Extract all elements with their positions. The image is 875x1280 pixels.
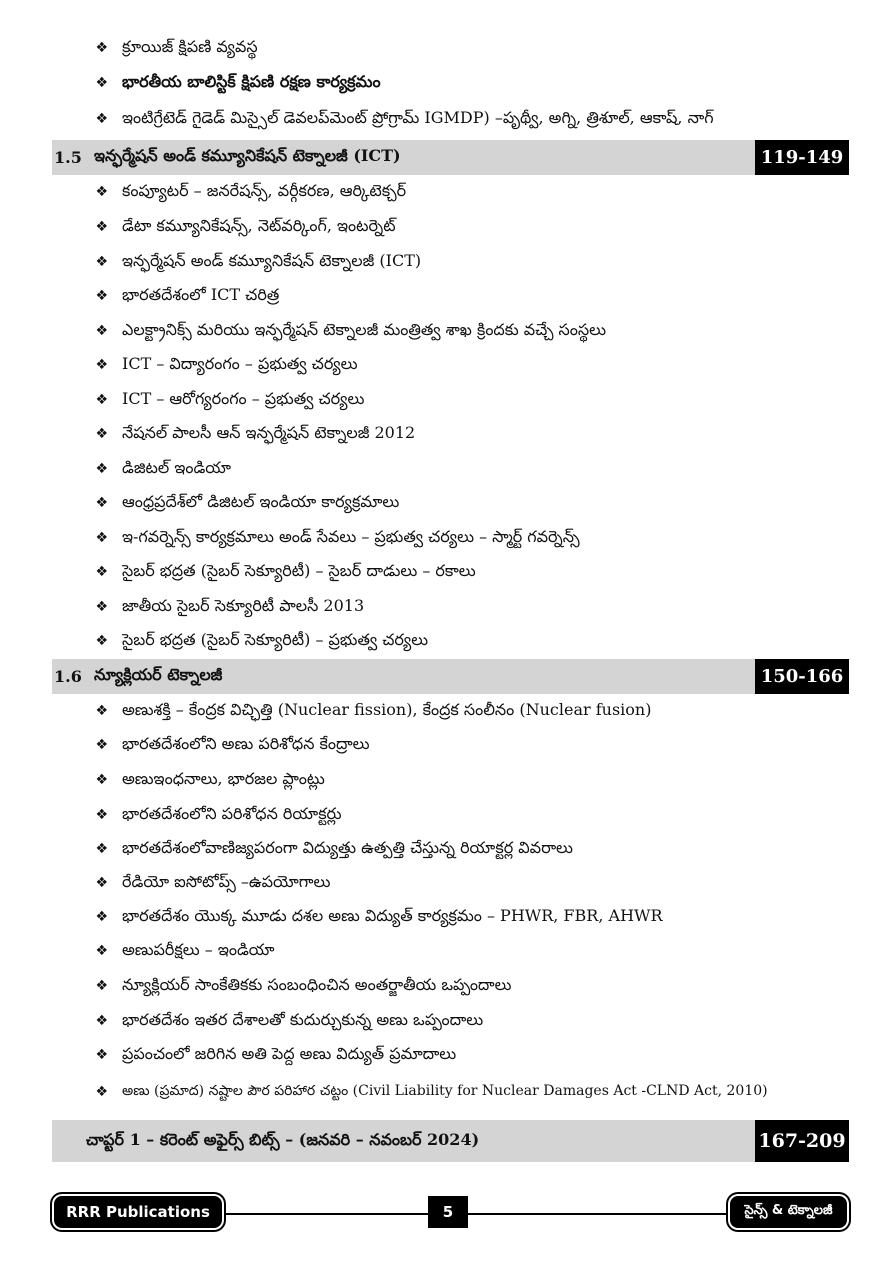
list-item-text: న్యూక్లియర్ సాంకేతికకు సంబంధించిన అంతర్జాతీయ ఒప్పందాలు [122,974,512,994]
bullet-icon: ❖ [95,599,108,615]
list-item [50,971,855,1001]
bullet-icon: ❖ [95,1047,108,1063]
bullet-icon: ❖ [95,807,108,823]
page-number: 5 [428,1196,468,1228]
bullet-icon: ❖ [95,323,108,339]
list-item-text: భారతదేశంలో ICT చరిత్ర [122,284,280,304]
list-item [50,454,855,484]
list-item-text: డేటా కమ్యూనికేషన్స్, నెట్‌వర్కింగ్, ఇంటర్నెట్ [122,215,396,235]
list-item [50,557,855,587]
bullet-icon: ❖ [95,426,108,442]
bullet-icon: ❖ [95,111,108,127]
bullet-icon: ❖ [95,633,108,649]
list-item [50,626,855,656]
section-page-range: 119-149 [755,140,849,175]
section-title: న్యూక్లియర్ టెక్నాలజీ [94,665,223,684]
list-item-text: ఆంధ్రప్రదేశ్‌లో డిజిటల్ ఇండియా కార్యక్రమాలు [122,491,400,511]
bullet-icon: ❖ [95,288,108,304]
list-item-text: అణుశక్తి – కేంద్రక విచ్ఛిత్తి (Nuclear fission), కేంద్రక సంలీనం (Nuclear fusion) [122,699,652,719]
list-item [50,936,855,966]
list-item-text: సైబర్ భద్రత (సైబర్ సెక్యూరిటీ) – సైబర్ దాడులు – రకాలు [122,560,476,580]
list-item-text: భారతదేశంలోవాణిజ్యపరంగా విద్యుత్తు ఉత్పత్తి చేస్తున్న రియాక్టర్ల వివరాలు [122,837,573,857]
list-item-text: భారతదేశంలోని పరిశోధన రియాక్టర్లు [122,803,342,823]
bullet-icon: ❖ [95,461,108,477]
list-item [50,316,855,346]
bullet-icon: ❖ [95,184,108,200]
bullet-icon: ❖ [95,495,108,511]
list-item-text: డిజిటల్ ఇండియా [122,457,232,477]
bullet-icon: ❖ [95,737,108,753]
list-item [50,68,855,98]
list-item-text: భారతదేశంలోని అణు పరిశోధన కేంద్రాలు [122,733,370,753]
bullet-icon: ❖ [95,841,108,857]
list-item-text: అణుఇంధనాలు, భారజల ప్లాంట్లు [122,768,325,788]
list-item [50,488,855,518]
list-item [50,800,855,830]
list-item-text: ఇన్ఫర్మేషన్ అండ్ కమ్యూనికేషన్ టెక్నాలజీ (ICT) [122,250,422,270]
bullet-icon: ❖ [95,1084,108,1100]
list-item-text: ప్రపంచంలో జరిగిన అతి పెద్ద అణు విద్యుత్ ప్రమాదాలు [122,1043,457,1063]
bullet-icon: ❖ [95,875,108,891]
list-item [50,1040,855,1070]
bullet-icon: ❖ [95,40,108,56]
list-item [50,212,855,242]
bullet-icon: ❖ [95,392,108,408]
bullet-icon: ❖ [95,909,108,925]
subject-badge: సైన్స్ & టెక్నాలజీ [730,1196,847,1228]
section-title: ఇన్ఫర్మేషన్ అండ్ కమ్యూనికేషన్ టెక్నాలజీ (ICT) [94,146,401,165]
list-item [50,868,855,898]
list-item-text: ICT – ఆరోగ్యరంగం – ప్రభుత్వ చర్యలు [122,388,365,408]
bullet-icon: ❖ [95,564,108,580]
bullet-icon: ❖ [95,978,108,994]
list-item [50,902,855,932]
list-item [50,1077,855,1107]
chapter-page-range: 167-209 [755,1120,849,1162]
list-item-text: కంప్యూటర్ – జనరేషన్స్, వర్గీకరణ, ఆర్కిటెక్చర్ [122,180,407,200]
list-item [50,419,855,449]
chapter-title: చాప్టర్ 1 – కరెంట్ అఫైర్స్ బిట్స్ – (జనవరి – నవంబర్ 2024) [86,1129,480,1149]
list-item-text: ఇ-గవర్నెన్స్ కార్యక్రమాలు అండ్ సేవలు – ప్రభుత్వ చర్యలు – స్మార్ట్ గవర్నెన్స్ [122,526,580,546]
list-item [50,592,855,622]
list-item-text: అణుపరీక్షలు – ఇండియా [122,939,275,959]
list-item-text: జాతీయ సైబర్ సెక్యూరిటీ పాలసీ 2013 [122,595,365,615]
section-header-1-6 [52,659,849,694]
list-item-text: క్రూయిజ్ క్షిపణి వ్యవస్థ [122,36,258,56]
list-item [50,33,855,63]
list-item [50,177,855,207]
section-number: 1.5 [54,148,82,167]
section-page-range: 150-166 [755,659,849,694]
list-item [50,1006,855,1036]
list-item [50,350,855,380]
section-number: 1.6 [54,667,82,686]
list-item-text: అణు (ప్రమాద) నష్టాల పౌర పరిహార చట్టం (Civil Liability for Nuclear Damages Act -CLND Act, 2010) [122,1082,768,1099]
list-item [50,765,855,795]
bullet-icon: ❖ [95,772,108,788]
section-header-1-5 [52,140,849,175]
list-item [50,730,855,760]
list-item-text: ఎలక్ట్రానిక్స్ మరియు ఇన్ఫర్మేషన్ టెక్నాలజీ మంత్రిత్వ శాఖ క్రిందకు వచ్చే సంస్థలు [122,319,606,339]
bullet-icon: ❖ [95,703,108,719]
list-item [50,281,855,311]
bullet-icon: ❖ [95,1013,108,1029]
list-item-text: ICT – విద్యారంగం – ప్రభుత్వ చర్యలు [122,353,358,373]
list-item [50,696,855,726]
list-item [50,523,855,553]
list-item-text: సైబర్ భద్రత (సైబర్ సెక్యూరిటీ) – ప్రభుత్వ చర్యలు [122,629,429,649]
bullet-icon: ❖ [95,357,108,373]
chapter-header [52,1120,849,1162]
list-item [50,385,855,415]
list-item-text: భారతదేశం ఇతర దేశాలతో కుదుర్చుకున్న అణు ఒప్పందాలు [122,1009,484,1029]
list-item-text: భారతదేశం యొక్క మూడు దశల అణు విద్యుత్ కార్యక్రమం – PHWR, FBR, AHWR [122,905,663,925]
bullet-icon: ❖ [95,75,108,91]
list-item-text: భారతీయ బాలిస్టిక్ క్షిపణి రక్షణ కార్యక్రమం [122,71,381,91]
list-item-text: ఇంటిగ్రేటెడ్ గైడెడ్ మిస్సైల్ డెవలప్‌మెంట్ ప్రోగ్రామ్ IGMDP) –పృథ్వీ, అగ్ని, త్రిశూల్, ఆకాష్, నాగ్ [122,107,714,127]
list-item [50,247,855,277]
list-item [50,834,855,864]
bullet-icon: ❖ [95,254,108,270]
list-item-text: రేడియో ఐసోటోప్స్ –ఉపయోగాలు [122,871,331,891]
list-item-text: నేషనల్ పాలసీ ఆన్ ఇన్ఫర్మేషన్ టెక్నాలజీ 2012 [122,422,416,442]
bullet-icon: ❖ [95,219,108,235]
bullet-icon: ❖ [95,943,108,959]
list-item [50,104,855,134]
publisher-badge: RRR Publications [54,1196,222,1228]
bullet-icon: ❖ [95,530,108,546]
